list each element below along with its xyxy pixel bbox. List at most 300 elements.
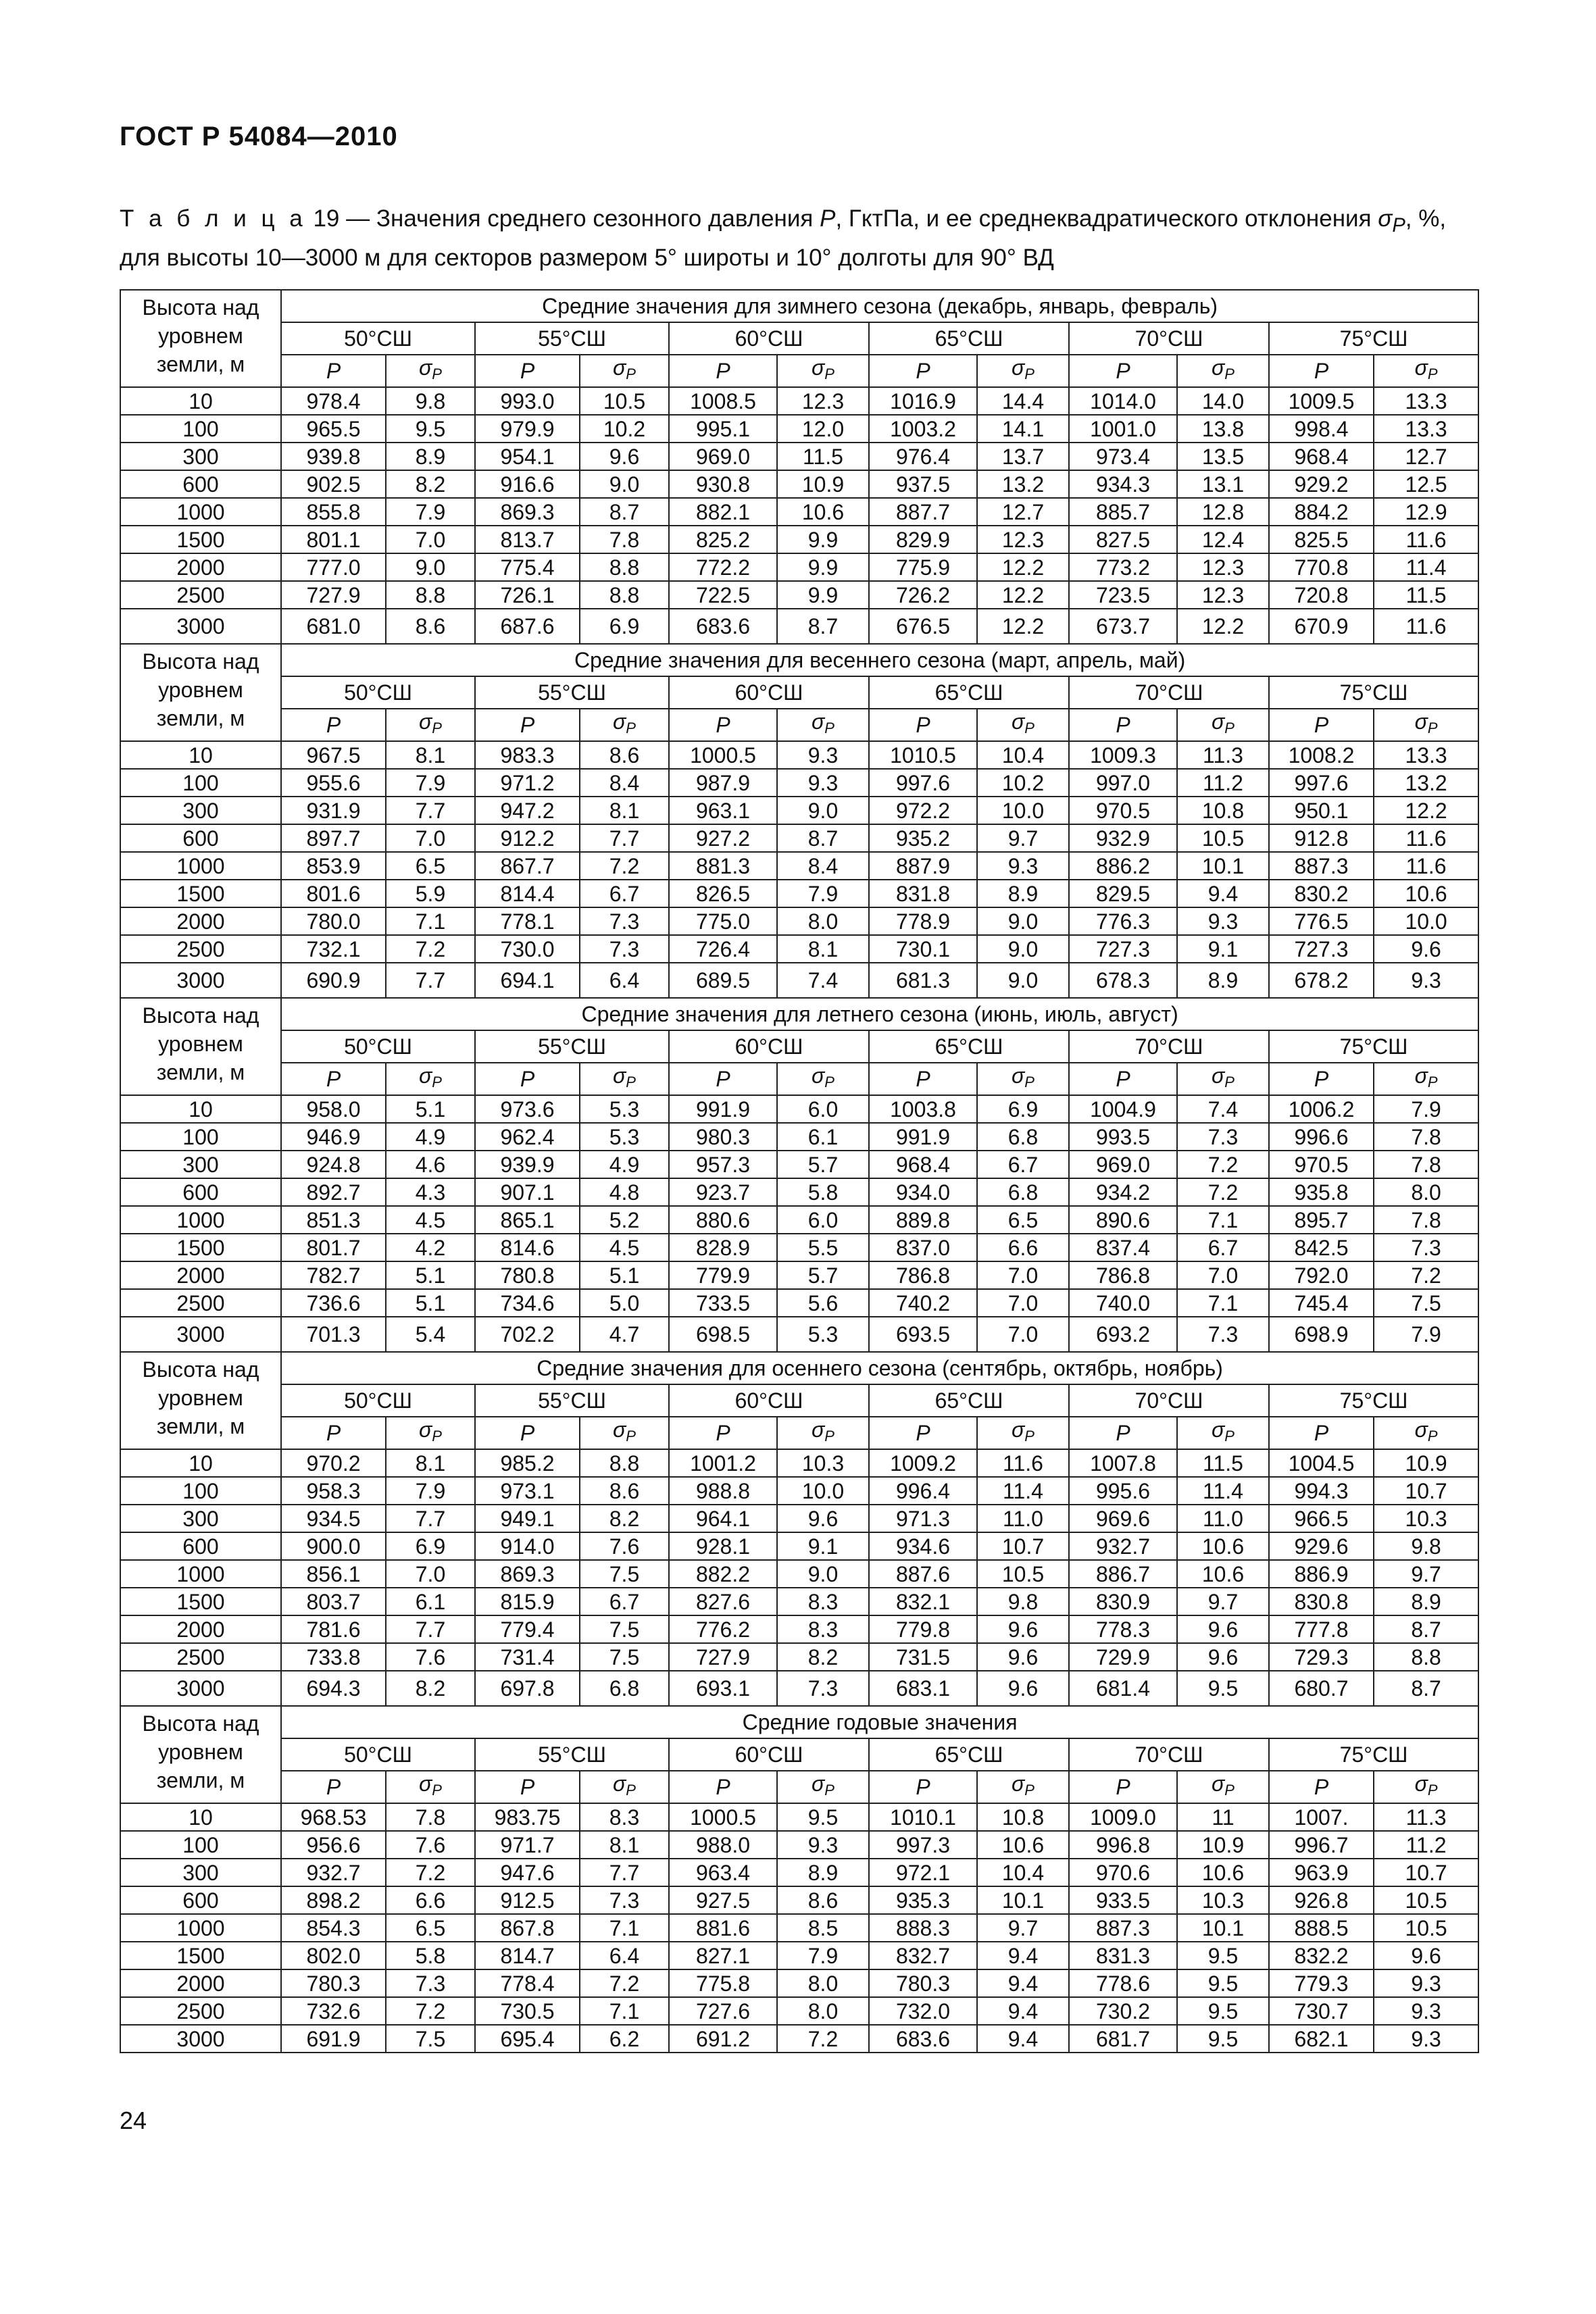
- sigma-cell: 8.7: [580, 498, 669, 526]
- pressure-cell: 916.6: [475, 470, 580, 498]
- sigma-cell: 7.3: [580, 907, 669, 935]
- pressure-cell: 963.4: [669, 1859, 777, 1886]
- pressure-cell: 827.1: [669, 1942, 777, 1969]
- sigma-cell: 4.8: [580, 1178, 669, 1206]
- pressure-cell: 932.7: [281, 1859, 386, 1886]
- pressure-cell: 730.2: [1069, 1997, 1177, 2025]
- caption-sigma-sub: P: [1392, 215, 1405, 236]
- sigma-cell: 10.4: [977, 741, 1069, 769]
- latitude-header: 75°СШ: [1269, 676, 1478, 709]
- sigma-cell: 9.5: [1177, 1671, 1269, 1706]
- pressure-cell: 778.3: [1069, 1615, 1177, 1643]
- latitude-header: 70°СШ: [1069, 1030, 1269, 1063]
- sigma-cell: 7.8: [1374, 1151, 1478, 1178]
- sigma-cell: 8.9: [1374, 1588, 1478, 1615]
- sigma-symbol: σ: [613, 1417, 626, 1442]
- sigma-cell: 12.2: [977, 553, 1069, 581]
- latitude-header: 75°СШ: [1269, 322, 1478, 355]
- sigma-symbol: σ: [613, 1771, 626, 1796]
- altitude-cell: 1500: [120, 1588, 281, 1615]
- altitude-cell: 1500: [120, 526, 281, 553]
- pressure-cell: 968.53: [281, 1803, 386, 1831]
- pressure-cell: 730.7: [1269, 1997, 1374, 2025]
- pressure-cell: 927.2: [669, 824, 777, 852]
- sigma-symbol: σ: [812, 1417, 825, 1442]
- sigma-cell: 7.0: [386, 526, 475, 553]
- table-row: [120, 963, 1478, 998]
- sigma-cell: 9.3: [777, 769, 869, 797]
- sigma-cell: 10.5: [977, 1560, 1069, 1588]
- height-column-header: Высота над уровнем земли, м: [120, 998, 281, 1095]
- sigma-header: [777, 1063, 869, 1095]
- parameter-header-row: [120, 1063, 1478, 1095]
- pressure-cell: 683.1: [869, 1671, 977, 1706]
- sigma-cell: 9.5: [1177, 1942, 1269, 1969]
- sigma-cell: 6.8: [977, 1178, 1069, 1206]
- table-row: [120, 1671, 1478, 1706]
- pressure-cell: 950.1: [1269, 797, 1374, 824]
- pressure-cell: 729.9: [1069, 1643, 1177, 1671]
- sigma-header: [1177, 1063, 1269, 1095]
- sigma-cell: 11.2: [1177, 769, 1269, 797]
- pressure-cell: 778.6: [1069, 1969, 1177, 1997]
- sigma-subscript: P: [1427, 1074, 1438, 1090]
- sigma-cell: 7.2: [386, 935, 475, 963]
- latitude-header: 65°СШ: [869, 1384, 1069, 1417]
- sigma-cell: 9.1: [1177, 935, 1269, 963]
- pressure-cell: 963.9: [1269, 1859, 1374, 1886]
- sigma-cell: 6.1: [777, 1123, 869, 1151]
- pressure-cell: 1004.5: [1269, 1449, 1374, 1477]
- pressure-cell: 929.6: [1269, 1532, 1374, 1560]
- pressure-cell: 825.5: [1269, 526, 1374, 553]
- sigma-cell: 10.9: [777, 470, 869, 498]
- sigma-cell: 12.3: [777, 387, 869, 415]
- pressure-cell: 867.8: [475, 1914, 580, 1942]
- sigma-cell: 7.3: [1374, 1234, 1478, 1261]
- sigma-header: [977, 709, 1069, 741]
- sigma-subscript: P: [1024, 720, 1034, 736]
- pressure-cell: 1006.2: [1269, 1095, 1374, 1123]
- sigma-cell: 9.6: [977, 1615, 1069, 1643]
- sigma-cell: 11.3: [1374, 1803, 1478, 1831]
- sigma-cell: 10.0: [1374, 907, 1478, 935]
- pressure-cell: 1000.5: [669, 741, 777, 769]
- pressure-header: P: [1069, 1063, 1177, 1095]
- pressure-cell: 720.8: [1269, 581, 1374, 609]
- sigma-cell: 9.4: [977, 1997, 1069, 2025]
- pressure-cell: 1007.8: [1069, 1449, 1177, 1477]
- sigma-cell: 9.4: [977, 1969, 1069, 1997]
- pressure-cell: 934.5: [281, 1505, 386, 1532]
- sigma-cell: 9.6: [580, 443, 669, 470]
- pressure-cell: 972.1: [869, 1859, 977, 1886]
- latitude-header: 70°СШ: [1069, 322, 1269, 355]
- pressure-cell: 928.1: [669, 1532, 777, 1560]
- pressure-header: P: [1269, 1771, 1374, 1803]
- pressure-cell: 886.2: [1069, 852, 1177, 880]
- sigma-cell: 12.3: [1177, 581, 1269, 609]
- pressure-cell: 733.5: [669, 1289, 777, 1317]
- pressure-cell: 882.1: [669, 498, 777, 526]
- pressure-cell: 971.3: [869, 1505, 977, 1532]
- altitude-cell: 100: [120, 769, 281, 797]
- altitude-cell: 1000: [120, 498, 281, 526]
- pressure-cell: 803.7: [281, 1588, 386, 1615]
- pressure-cell: 988.0: [669, 1831, 777, 1859]
- sigma-cell: 9.6: [977, 1643, 1069, 1671]
- pressure-cell: 731.5: [869, 1643, 977, 1671]
- sigma-cell: 8.3: [777, 1615, 869, 1643]
- pressure-cell: 777.0: [281, 553, 386, 581]
- latitude-header: 50°СШ: [281, 1384, 475, 1417]
- sigma-cell: 6.9: [580, 609, 669, 644]
- pressure-cell: 946.9: [281, 1123, 386, 1151]
- sigma-cell: 9.3: [1374, 2025, 1478, 2053]
- pressure-cell: 882.2: [669, 1560, 777, 1588]
- sigma-cell: 9.0: [977, 907, 1069, 935]
- altitude-cell: 300: [120, 797, 281, 824]
- sigma-cell: 9.4: [977, 2025, 1069, 2053]
- pressure-cell: 997.3: [869, 1831, 977, 1859]
- pressure-cell: 815.9: [475, 1588, 580, 1615]
- pressure-cell: 939.9: [475, 1151, 580, 1178]
- latitude-header: 55°СШ: [475, 1030, 669, 1063]
- latitude-header: 55°СШ: [475, 322, 669, 355]
- pressure-cell: 934.3: [1069, 470, 1177, 498]
- table-row: [120, 935, 1478, 963]
- sigma-cell: 7.7: [580, 1859, 669, 1886]
- altitude-cell: 10: [120, 1449, 281, 1477]
- sigma-cell: 11.3: [1177, 741, 1269, 769]
- sigma-cell: 8.0: [1374, 1178, 1478, 1206]
- sigma-cell: 8.9: [777, 1859, 869, 1886]
- sigma-cell: 4.6: [386, 1151, 475, 1178]
- pressure-cell: 681.3: [869, 963, 977, 998]
- sigma-cell: 10.9: [1177, 1831, 1269, 1859]
- season-title: Средние значения для весеннего сезона (март, апрель, май): [281, 644, 1478, 676]
- sigma-cell: 9.1: [777, 1532, 869, 1560]
- sigma-cell: 4.2: [386, 1234, 475, 1261]
- sigma-cell: 11.4: [977, 1477, 1069, 1505]
- sigma-subscript: P: [1224, 1428, 1235, 1444]
- pressure-cell: 963.1: [669, 797, 777, 824]
- sigma-subscript: P: [432, 720, 442, 736]
- pressure-cell: 887.7: [869, 498, 977, 526]
- pressure-cell: 829.9: [869, 526, 977, 553]
- altitude-cell: 100: [120, 1477, 281, 1505]
- sigma-cell: 8.1: [386, 1449, 475, 1477]
- pressure-cell: 898.2: [281, 1886, 386, 1914]
- sigma-cell: 10.1: [977, 1886, 1069, 1914]
- sigma-cell: 9.3: [1177, 907, 1269, 935]
- altitude-cell: 1000: [120, 1560, 281, 1588]
- altitude-cell: 1000: [120, 1914, 281, 1942]
- sigma-cell: 8.1: [580, 797, 669, 824]
- altitude-cell: 1500: [120, 1942, 281, 1969]
- sigma-symbol: σ: [419, 1417, 432, 1442]
- table-row: [120, 1831, 1478, 1859]
- table-row: [120, 1449, 1478, 1477]
- pressure-cell: 1008.5: [669, 387, 777, 415]
- table-row: [120, 1261, 1478, 1289]
- pressure-cell: 1008.2: [1269, 741, 1374, 769]
- sigma-cell: 13.2: [1374, 769, 1478, 797]
- latitude-header: 55°СШ: [475, 676, 669, 709]
- pressure-cell: 1000.5: [669, 1803, 777, 1831]
- pressure-cell: 930.8: [669, 470, 777, 498]
- pressure-header: P: [1269, 1063, 1374, 1095]
- pressure-cell: 827.5: [1069, 526, 1177, 553]
- sigma-cell: 10.2: [580, 415, 669, 443]
- pressure-cell: 1009.5: [1269, 387, 1374, 415]
- pressure-cell: 932.9: [1069, 824, 1177, 852]
- pressure-cell: 886.9: [1269, 1560, 1374, 1588]
- pressure-cell: 722.5: [669, 581, 777, 609]
- altitude-cell: 10: [120, 1095, 281, 1123]
- sigma-header: [386, 355, 475, 387]
- sigma-subscript: P: [1024, 1428, 1034, 1444]
- sigma-cell: 11: [1177, 1803, 1269, 1831]
- sigma-symbol: σ: [812, 709, 825, 734]
- sigma-cell: 8.6: [580, 1477, 669, 1505]
- pressure-cell: 778.1: [475, 907, 580, 935]
- pressure-cell: 991.9: [669, 1095, 777, 1123]
- latitude-header: 70°СШ: [1069, 1384, 1269, 1417]
- sigma-cell: 4.5: [386, 1206, 475, 1234]
- pressure-cell: 856.1: [281, 1560, 386, 1588]
- pressure-header: P: [1069, 355, 1177, 387]
- caption-label: Т а б л и ц а: [120, 205, 307, 232]
- sigma-header: [386, 709, 475, 741]
- season-title: Средние значения для осеннего сезона (сентябрь, октябрь, ноябрь): [281, 1352, 1478, 1384]
- pressure-cell: 694.1: [475, 963, 580, 998]
- sigma-cell: 8.7: [777, 609, 869, 644]
- sigma-cell: 7.6: [386, 1643, 475, 1671]
- pressure-cell: 926.8: [1269, 1886, 1374, 1914]
- sigma-cell: 9.3: [977, 852, 1069, 880]
- pressure-cell: 865.1: [475, 1206, 580, 1234]
- altitude-cell: 100: [120, 1123, 281, 1151]
- season-title: Средние значения для летнего сезона (июнь, июль, август): [281, 998, 1478, 1030]
- pressure-cell: 935.8: [1269, 1178, 1374, 1206]
- pressure-cell: 867.7: [475, 852, 580, 880]
- sigma-symbol: σ: [1414, 709, 1428, 734]
- sigma-cell: 7.2: [777, 2025, 869, 2053]
- sigma-subscript: P: [824, 720, 834, 736]
- pressure-cell: 886.7: [1069, 1560, 1177, 1588]
- pressure-cell: 912.8: [1269, 824, 1374, 852]
- sigma-header: [1374, 1771, 1478, 1803]
- sigma-cell: 9.0: [977, 963, 1069, 998]
- pressure-cell: 900.0: [281, 1532, 386, 1560]
- sigma-cell: 7.5: [580, 1615, 669, 1643]
- table-row: [120, 2025, 1478, 2053]
- pressure-cell: 967.5: [281, 741, 386, 769]
- sigma-cell: 12.2: [1177, 609, 1269, 644]
- latitude-header: 60°СШ: [669, 1384, 869, 1417]
- sigma-cell: 10.7: [977, 1532, 1069, 1560]
- sigma-symbol: σ: [613, 709, 626, 734]
- pressure-cell: 693.1: [669, 1671, 777, 1706]
- pressure-cell: 730.5: [475, 1997, 580, 2025]
- pressure-cell: 884.2: [1269, 498, 1374, 526]
- caption-text-mid: , ГктПа, и ее среднеквадратического отклонения: [835, 205, 1378, 232]
- latitude-header-row: [120, 676, 1478, 709]
- sigma-cell: 10.6: [977, 1831, 1069, 1859]
- sigma-cell: 9.9: [777, 581, 869, 609]
- pressure-cell: 985.2: [475, 1449, 580, 1477]
- pressure-cell: 693.5: [869, 1317, 977, 1352]
- pressure-cell: 736.6: [281, 1289, 386, 1317]
- sigma-cell: 8.1: [777, 935, 869, 963]
- pressure-cell: 813.7: [475, 526, 580, 553]
- pressure-cell: 968.4: [1269, 443, 1374, 470]
- latitude-header: 65°СШ: [869, 322, 1069, 355]
- altitude-cell: 600: [120, 470, 281, 498]
- pressure-cell: 880.6: [669, 1206, 777, 1234]
- sigma-subscript: P: [626, 1074, 636, 1090]
- pressure-cell: 914.0: [475, 1532, 580, 1560]
- pressure-cell: 988.8: [669, 1477, 777, 1505]
- sigma-header: [386, 1063, 475, 1095]
- sigma-cell: 14.1: [977, 415, 1069, 443]
- pressure-cell: 854.3: [281, 1914, 386, 1942]
- sigma-header: [580, 1063, 669, 1095]
- sigma-cell: 9.9: [777, 526, 869, 553]
- pressure-header: P: [869, 1063, 977, 1095]
- sigma-cell: 7.7: [580, 824, 669, 852]
- pressure-cell: 683.6: [869, 2025, 977, 2053]
- pressure-cell: 970.5: [1269, 1151, 1374, 1178]
- sigma-subscript: P: [1224, 1074, 1235, 1090]
- sigma-symbol: σ: [1012, 1417, 1025, 1442]
- pressure-cell: 993.5: [1069, 1123, 1177, 1151]
- pressure-cell: 678.3: [1069, 963, 1177, 998]
- pressure-cell: 972.2: [869, 797, 977, 824]
- sigma-subscript: P: [626, 720, 636, 736]
- latitude-header: 75°СШ: [1269, 1384, 1478, 1417]
- sigma-cell: 6.8: [977, 1123, 1069, 1151]
- sigma-cell: 8.6: [580, 741, 669, 769]
- pressure-cell: 776.3: [1069, 907, 1177, 935]
- sigma-cell: 8.8: [580, 1449, 669, 1477]
- sigma-cell: 7.9: [777, 1942, 869, 1969]
- parameter-header-row: [120, 355, 1478, 387]
- sigma-cell: 10.1: [1177, 1914, 1269, 1942]
- altitude-cell: 3000: [120, 2025, 281, 2053]
- sigma-cell: 8.9: [1177, 963, 1269, 998]
- sigma-cell: 6.7: [1177, 1234, 1269, 1261]
- pressure-cell: 802.0: [281, 1942, 386, 1969]
- sigma-cell: 10.0: [777, 1477, 869, 1505]
- sigma-cell: 10.6: [1177, 1560, 1269, 1588]
- pressure-cell: 680.7: [1269, 1671, 1374, 1706]
- pressure-cell: 934.6: [869, 1532, 977, 1560]
- sigma-cell: 9.8: [386, 387, 475, 415]
- sigma-cell: 12.2: [977, 581, 1069, 609]
- pressure-cell: 779.4: [475, 1615, 580, 1643]
- latitude-header: 65°СШ: [869, 1738, 1069, 1771]
- sigma-subscript: P: [432, 1782, 442, 1799]
- pressure-cell: 727.3: [1269, 935, 1374, 963]
- pressure-cell: 958.3: [281, 1477, 386, 1505]
- sigma-cell: 8.8: [386, 581, 475, 609]
- sigma-cell: 13.5: [1177, 443, 1269, 470]
- pressure-cell: 780.0: [281, 907, 386, 935]
- sigma-cell: 12.0: [777, 415, 869, 443]
- latitude-header: 65°СШ: [869, 676, 1069, 709]
- caption-p-symbol: P: [820, 205, 836, 232]
- pressure-cell: 775.4: [475, 553, 580, 581]
- pressure-cell: 997.0: [1069, 769, 1177, 797]
- sigma-cell: 12.3: [977, 526, 1069, 553]
- sigma-cell: 7.3: [1177, 1317, 1269, 1352]
- sigma-cell: 4.9: [386, 1123, 475, 1151]
- pressure-cell: 890.6: [1069, 1206, 1177, 1234]
- altitude-cell: 600: [120, 1886, 281, 1914]
- height-column-header: Высота над уровнем земли, м: [120, 290, 281, 387]
- sigma-cell: 7.3: [386, 1969, 475, 1997]
- sigma-cell: 9.3: [1374, 1969, 1478, 1997]
- table-row: [120, 581, 1478, 609]
- pressure-cell: 939.8: [281, 443, 386, 470]
- sigma-cell: 9.6: [1177, 1643, 1269, 1671]
- sigma-symbol: σ: [1012, 709, 1025, 734]
- pressure-cell: 831.3: [1069, 1942, 1177, 1969]
- pressure-header: P: [475, 355, 580, 387]
- pressure-cell: 885.7: [1069, 498, 1177, 526]
- sigma-cell: 10.3: [777, 1449, 869, 1477]
- pressure-cell: 1009.0: [1069, 1803, 1177, 1831]
- pressure-cell: 1001.2: [669, 1449, 777, 1477]
- altitude-cell: 3000: [120, 963, 281, 998]
- parameter-header-row: [120, 1417, 1478, 1449]
- sigma-cell: 7.5: [386, 2025, 475, 2053]
- sigma-cell: 5.4: [386, 1317, 475, 1352]
- altitude-cell: 3000: [120, 1317, 281, 1352]
- sigma-symbol: σ: [1212, 1417, 1225, 1442]
- latitude-header: 75°СШ: [1269, 1030, 1478, 1063]
- altitude-cell: 1500: [120, 1234, 281, 1261]
- sigma-header: [977, 355, 1069, 387]
- sigma-cell: 11.6: [977, 1449, 1069, 1477]
- pressure-cell: 987.9: [669, 769, 777, 797]
- sigma-cell: 5.7: [777, 1261, 869, 1289]
- sigma-cell: 11.6: [1374, 852, 1478, 880]
- sigma-cell: 4.7: [580, 1317, 669, 1352]
- pressure-cell: 691.9: [281, 2025, 386, 2053]
- pressure-cell: 778.4: [475, 1969, 580, 1997]
- sigma-cell: 9.7: [977, 1914, 1069, 1942]
- pressure-header: P: [869, 1417, 977, 1449]
- pressure-cell: 770.8: [1269, 553, 1374, 581]
- pressure-cell: 995.1: [669, 415, 777, 443]
- pressure-cell: 902.5: [281, 470, 386, 498]
- pressure-cell: 970.2: [281, 1449, 386, 1477]
- sigma-cell: 5.8: [386, 1942, 475, 1969]
- sigma-subscript: P: [626, 366, 636, 382]
- latitude-header: 50°СШ: [281, 676, 475, 709]
- sigma-cell: 6.5: [386, 1914, 475, 1942]
- pressure-cell: 683.6: [669, 609, 777, 644]
- document-header: ГОСТ Р 54084—2010: [120, 122, 398, 151]
- sigma-cell: 10.1: [1177, 852, 1269, 880]
- pressure-header: P: [281, 1417, 386, 1449]
- pressure-cell: 994.3: [1269, 1477, 1374, 1505]
- pressure-cell: 970.5: [1069, 797, 1177, 824]
- sigma-cell: 11.0: [977, 1505, 1069, 1532]
